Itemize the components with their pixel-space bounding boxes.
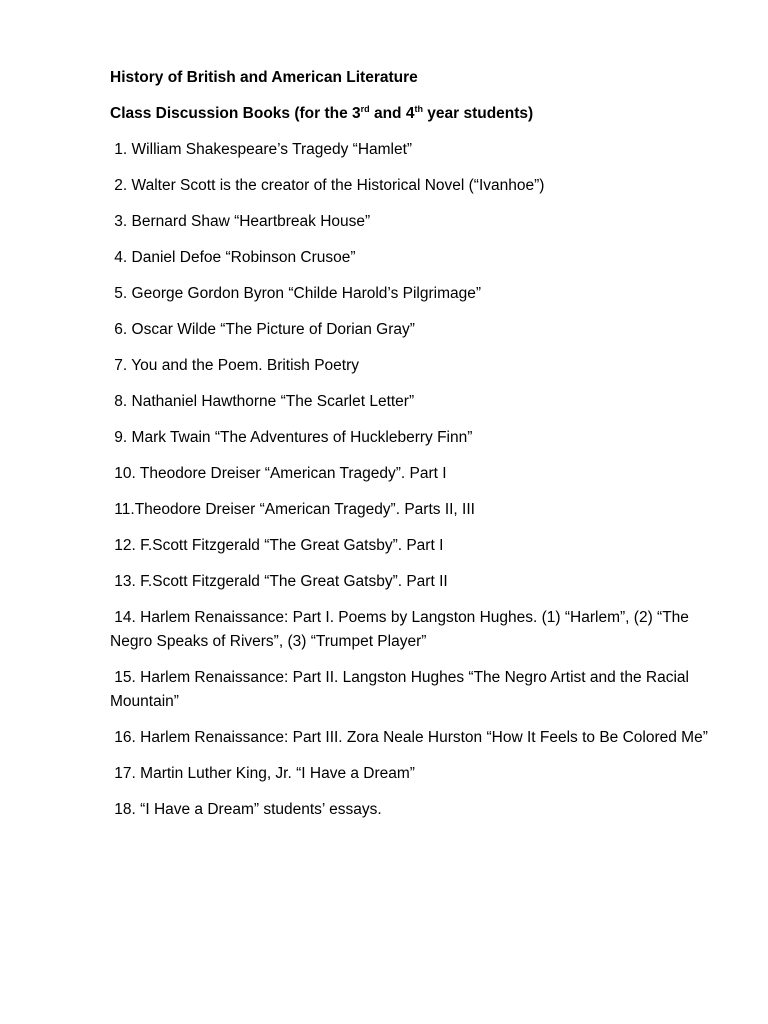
item-number: 10.	[110, 465, 140, 482]
item-number: 8.	[110, 393, 132, 410]
subtitle-prefix: Class Discussion Books (for the 3	[110, 105, 361, 122]
item-number: 11.	[110, 501, 135, 518]
item-number: 4.	[110, 249, 132, 266]
subtitle-suffix: year students)	[422, 105, 534, 122]
item-text: Bernard Shaw “Heartbreak House”	[131, 213, 371, 230]
item-text: Theodore Dreiser “American Tragedy”. Parts II, III	[134, 501, 475, 518]
item-text: Harlem Renaissance: Part III. Zora Neale Hurston “How It Feels to Be Colored Me”	[140, 729, 708, 746]
item-number: 3.	[110, 213, 132, 230]
list-item	[110, 498, 710, 522]
list-item	[110, 138, 710, 162]
item-number: 17.	[110, 765, 141, 782]
item-number: 18.	[110, 801, 141, 818]
item-text: George Gordon Byron “Childe Harold’s Pilgrimage”	[131, 285, 482, 302]
item-number: 6.	[110, 321, 132, 338]
list-item	[110, 666, 710, 714]
list-item	[110, 462, 710, 486]
item-text: Theodore Dreiser “American Tragedy”. Part I	[139, 465, 447, 482]
item-number: 5.	[110, 285, 132, 302]
item-number: 9.	[110, 429, 132, 446]
item-number: 13.	[110, 573, 141, 590]
item-text: F.Scott Fitzgerald “The Great Gatsby”. Part II	[140, 573, 448, 590]
item-text: Nathaniel Hawthorne “The Scarlet Letter”	[131, 393, 415, 410]
item-text: Harlem Renaissance: Part II. Langston Hughes “The Negro Artist and the Racial Mountain”	[110, 669, 689, 710]
subtitle-middle: and 4	[369, 105, 415, 122]
list-item	[110, 354, 710, 378]
item-text: Harlem Renaissance: Part I. Poems by Langston Hughes. (1) “Harlem”, (2) “The Negro Speaks of Rivers”, (3) “Trumpet Player”	[110, 609, 689, 650]
item-number: 2.	[110, 177, 132, 194]
item-number: 16.	[110, 729, 141, 746]
item-text: F.Scott Fitzgerald “The Great Gatsby”. Part I	[140, 537, 444, 554]
item-text: You and the Poem. British Poetry	[131, 357, 360, 374]
subtitle-superscript-rd: rd	[360, 104, 370, 114]
list-item	[110, 318, 710, 342]
list-item	[110, 798, 710, 822]
item-number: 14.	[110, 609, 141, 626]
list-item	[110, 210, 710, 234]
document-subtitle	[110, 102, 710, 126]
document-title: History of British and American Literature	[110, 69, 418, 86]
item-number: 1.	[110, 141, 132, 158]
list-item	[110, 246, 710, 270]
item-text: Mark Twain “The Adventures of Huckleberry Finn”	[131, 429, 473, 446]
list-item	[110, 390, 710, 414]
list-item	[110, 174, 710, 198]
item-number: 15.	[110, 669, 141, 686]
item-number: 7.	[110, 357, 132, 374]
list-item	[110, 282, 710, 306]
item-text: William Shakespeare’s Tragedy “Hamlet”	[131, 141, 413, 158]
item-text: Oscar Wilde “The Picture of Dorian Gray”	[131, 321, 415, 338]
list-item	[110, 426, 710, 450]
list-item	[110, 606, 710, 654]
list-item	[110, 726, 710, 750]
subtitle-superscript-th: th	[414, 104, 423, 114]
item-number: 12.	[110, 537, 141, 554]
list-item	[110, 534, 710, 558]
list-item	[110, 762, 710, 786]
book-list	[110, 138, 710, 822]
item-text: Walter Scott is the creator of the Historical Novel (“Ivanhoe”)	[131, 177, 545, 194]
item-text: Daniel Defoe “Robinson Crusoe”	[131, 249, 356, 266]
item-text: Martin Luther King, Jr. “I Have a Dream”	[140, 765, 415, 782]
item-text: “I Have a Dream” students’ essays.	[140, 801, 382, 818]
list-item	[110, 570, 710, 594]
document-body	[110, 66, 710, 834]
